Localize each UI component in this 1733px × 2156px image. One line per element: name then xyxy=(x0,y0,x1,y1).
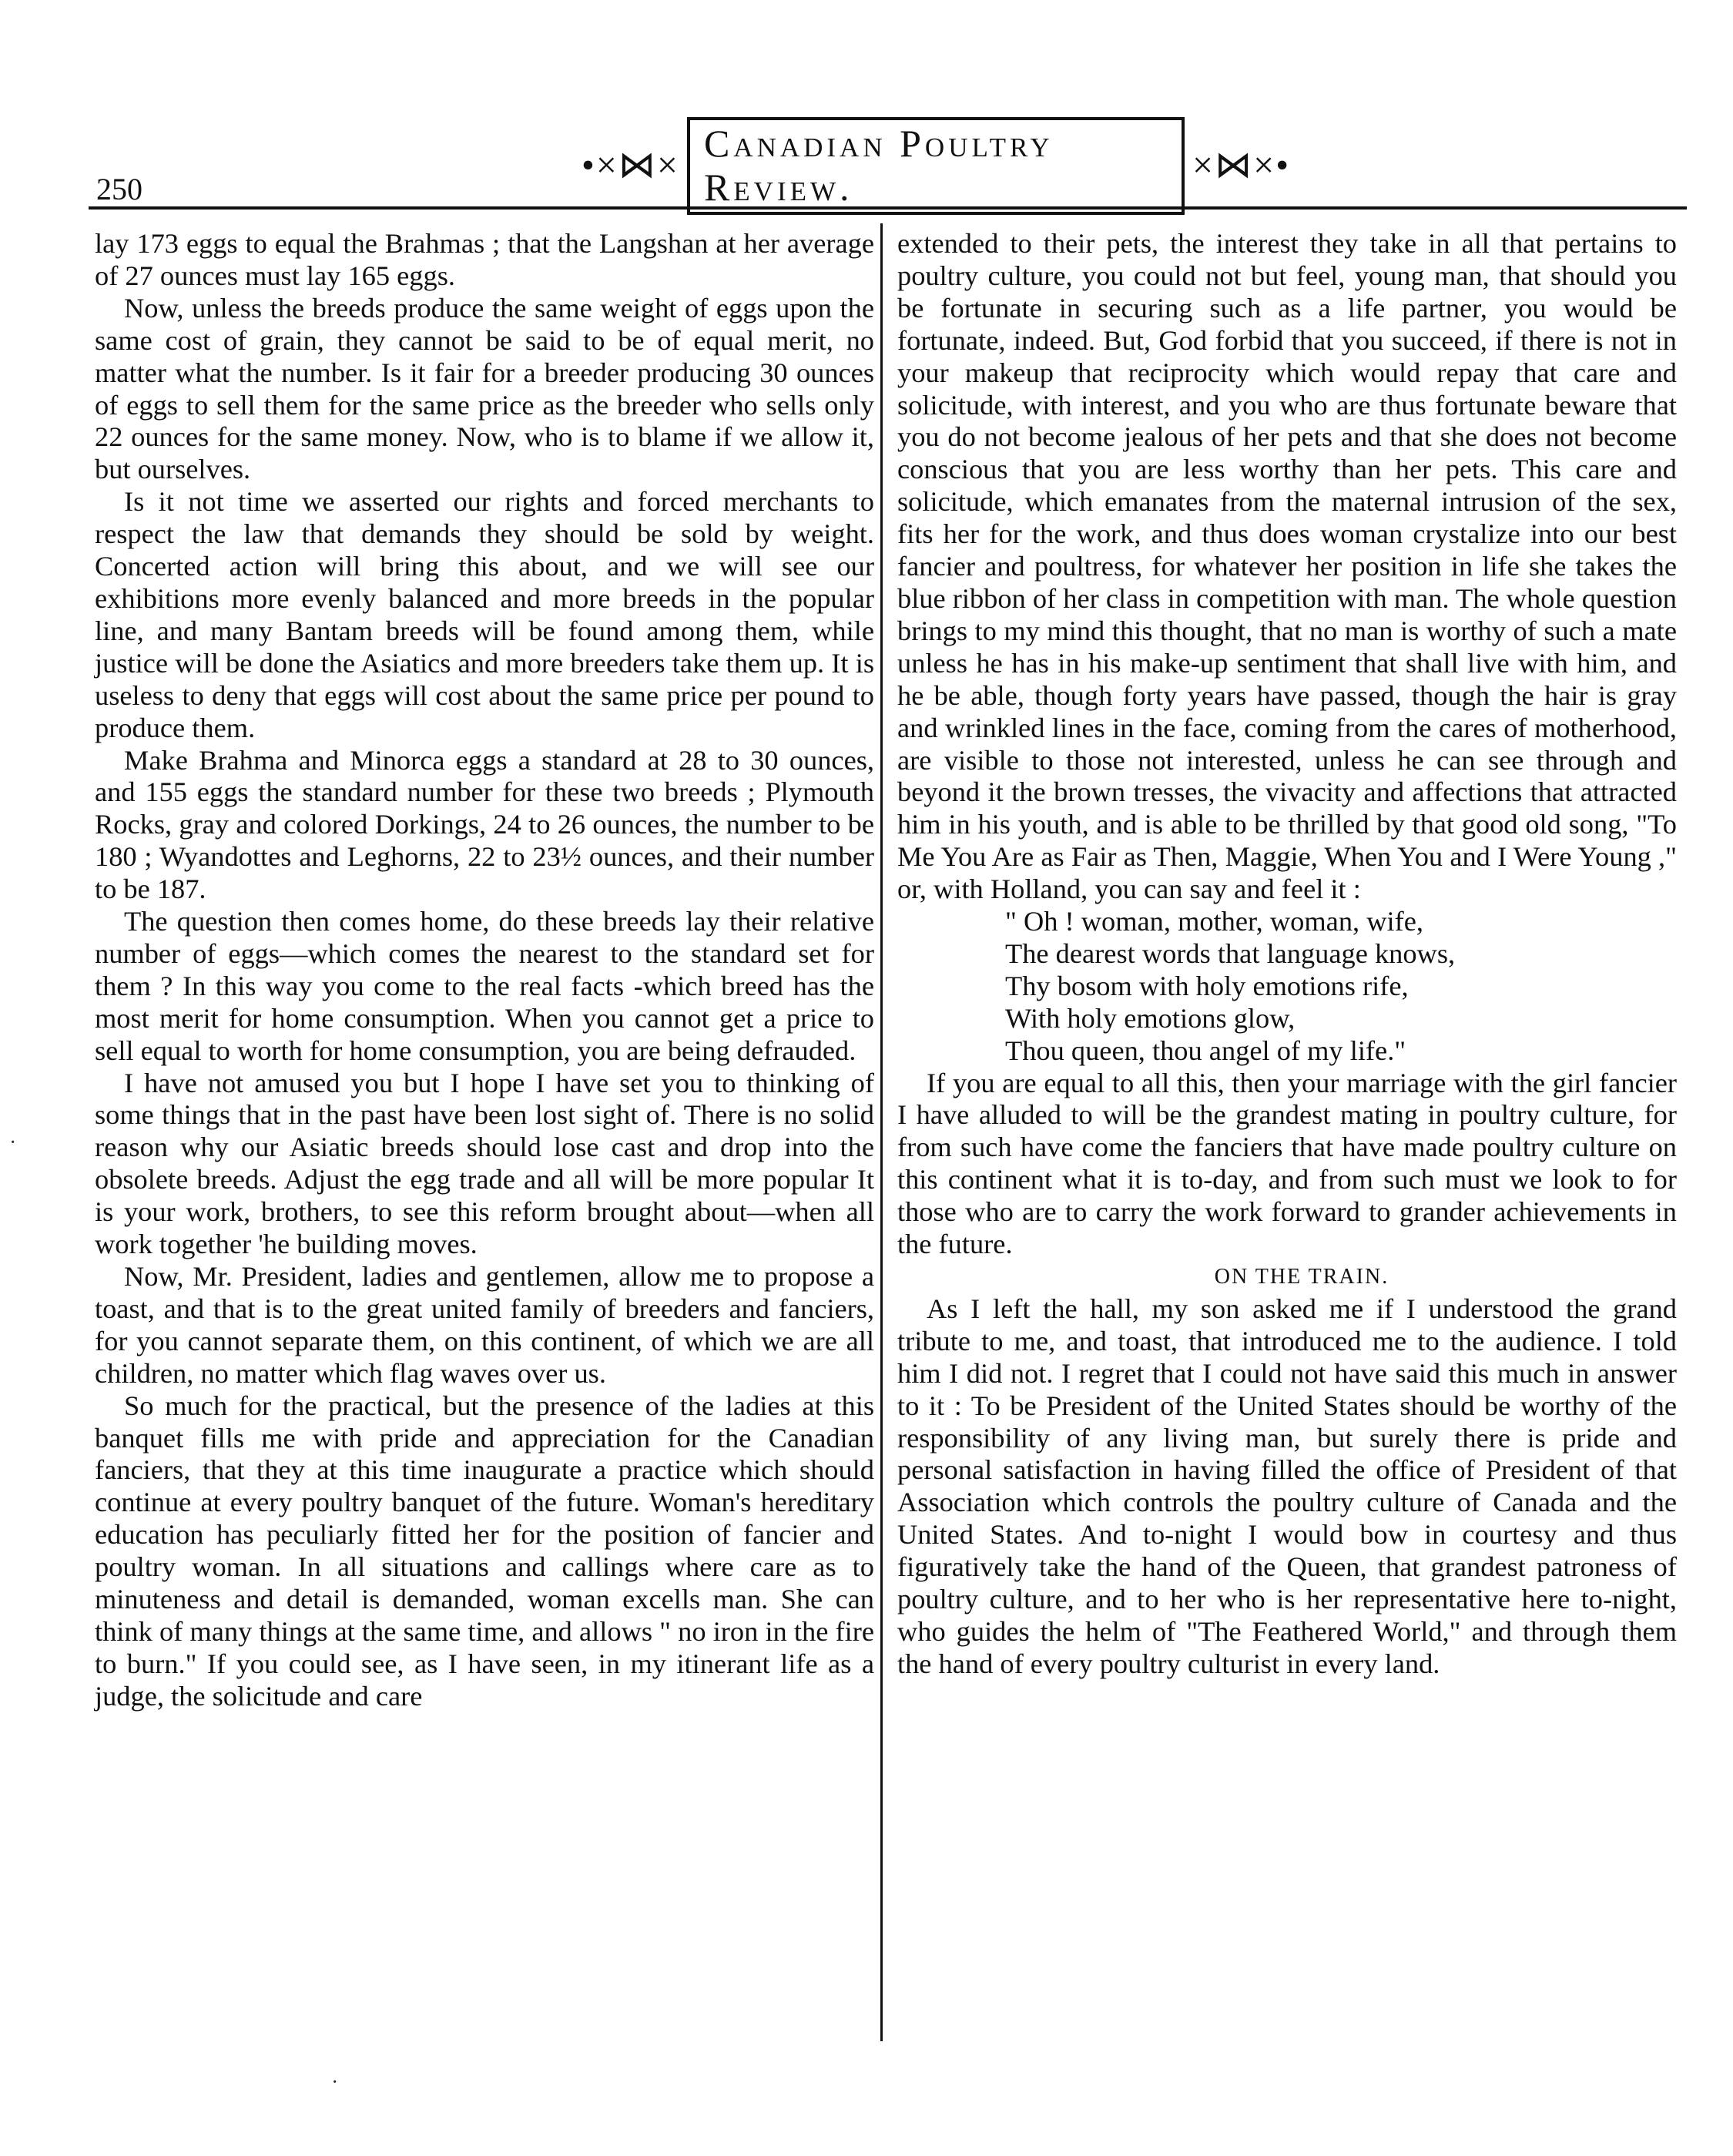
paragraph: Make Brahma and Minorca eggs a standard at 28 to 30 ounces, and 155 eggs the standard number for these two breeds ; Plymouth Rocks, gray and colored Dorkings, 24 to 26 ounces, the number to be 180 ; Wyandottes and Leghorns, 22 to 23½ ounces, and their number to be 187. xyxy=(95,744,874,905)
paragraph: Now, unless the breeds produce the same weight of eggs upon the same cost of grain, they cannot be said to be of equal merit, no matter what the number. Is it fair for a breeder producing 30 ounces of eggs to sell them for the same price as the breeder who sells only 22 ounces for the same money. Now, who is to blame if we allow it, but ourselves. xyxy=(95,292,874,485)
paragraph: Now, Mr. President, ladies and gentlemen, allow me to propose a toast, and that is to the great united family of breeders and fanciers, for you cannot separate them, on this continent, of which we are all children, no matter which flag waves over us. xyxy=(95,1261,874,1389)
masthead xyxy=(582,121,1290,209)
paragraph: If you are equal to all this, then your marriage with the girl fancier I have alluded to will be the grandest mating in poultry culture, for from such have come the fanciers that have made poultry culture on this continent what it is to-day, and from such must we look to for those who are to carry the work forward to grander achievements in the future. xyxy=(897,1067,1677,1260)
paragraph: So much for the practical, but the presence of the ladies at this banquet fills me with pride and appreciation for the Canadian fanciers, that they at this time inaugurate a practice which should continue at every poultry banquet of the future. Woman's hereditary education has peculiarly fitted her for the position of fancier and poultry woman. In all situations and callings where care as to minuteness and detail is demanded, woman excells man. She can think of many things at the same time, and allows " no iron in the fire to burn." If you could see, as I have seen, in my itinerant life as a judge, the solicitude and care xyxy=(95,1390,874,1712)
page-number: 250 xyxy=(96,172,142,206)
header-rule xyxy=(89,206,1687,210)
left-column xyxy=(95,228,874,1713)
paragraph: As I left the hall, my son asked me if I understood the grand tribute to me, and toast, that introduced me to the audience. I told him I did not. I regret that I could not have said this much in answer to it : To be President of the United States should be worthy of the responsibility of any living man, but surely there is pride and personal satisfaction in having filled the office of President of that Association which controls the poultry culture of Canada and the United States. And to-night I would bow in courtesy and thus figuratively take the hand of the Queen, that grandest patroness of poultry culture, and to her who is her representative here to-night, who guides the helm of "The Feathered World," and through them the hand of every poultry culturist in every land. xyxy=(897,1293,1677,1679)
ornament-right: ×⋈×• xyxy=(1192,145,1290,186)
poem xyxy=(1005,906,1677,1068)
publication-title: Canadian Poultry Review. xyxy=(687,117,1185,215)
column-divider xyxy=(880,223,883,2041)
paragraph: lay 173 eggs to equal the Brahmas ; that the Langshan at her average of 27 ounces must lay 165 eggs. xyxy=(95,228,874,291)
paragraph: Is it not time we asserted our rights and forced merchants to respect the law that demands they should be sold by weight. Concerted action will bring this about, and we will see our exhibitions more evenly balanced and more breeds in the popular line, and many Bantam breeds will be found among them, while justice will be done the Asiatics and more breeders take them up. It is useless to deny that eggs will cost about the same price per pound to produce them. xyxy=(95,486,874,743)
paragraph: extended to their pets, the interest they take in all that pertains to poultry culture, you could not but feel, young man, that should you be fortunate in securing such as a life partner, you would be fortunate, indeed. But, God forbid that you succeed, if there is not in your makeup that reciprocity which would repay that care and solicitude, with interest, and you who are thus fortunate beware that you do not become jealous of her pets and that she does not become conscious that you are less worthy than her pets. This care and solicitude, which emanates from the maternal intrusion of the sex, fits her for the work, and thus does woman crystalize into our best fancier and poultress, for whatever her position in life she takes the blue ribbon of her class in competition with man. The whole question brings to my mind this thought, that no man is worthy of such a mate unless he has in his make-up sentiment that shall live with him, and he be able, though forty years have passed, though the hair is gray and wrinkled lines in the face, coming from the cares of motherhood, are visible to those not interested, unless he can see through and beyond it the brown tresses, the vivacity and affections that attracted him in his youth, and is able to be thrilled by that good old song, "To Me You Are as Fair as Then, Maggie, When You and I Were Young ," or, with Holland, you can say and feel it : xyxy=(897,228,1678,905)
paragraph: The question then comes home, do these breeds lay their relative number of eggs—which comes the nearest to the standard set for them ? In this way you come to the real facts -which breed has the most merit for home consumption. When you cannot get a price to sell equal to worth for home consumption, you are being defrauded. xyxy=(95,906,874,1066)
right-column xyxy=(897,228,1677,1681)
poem-line: " Oh ! woman, mother, woman, wife, xyxy=(1005,906,1423,937)
print-speck: · xyxy=(331,2070,339,2094)
print-speck: · xyxy=(9,1131,17,1155)
section-heading: ON THE TRAIN. xyxy=(1214,1265,1389,1289)
page-header xyxy=(89,121,1687,212)
poem-line: With holy emotions glow, xyxy=(1005,1002,1296,1034)
paragraph: I have not amused you but I hope I have set you to thinking of some things that in the past have been lost sight of. There is no solid reason why our Asiatic breeds should lose cast and drop into the obsolete breeds. Adjust the egg trade and all will be more popular It is your work, brothers, to see this reform brought about—when all work together 'he building moves. xyxy=(95,1067,874,1260)
ornament-left: •×⋈× xyxy=(582,145,679,186)
poem-line: Thou queen, thou angel of my life." xyxy=(1005,1034,1406,1066)
poem-line: The dearest words that language knows, xyxy=(1005,937,1456,969)
poem-line: Thy bosom with holy emotions rife, xyxy=(1005,970,1409,1001)
